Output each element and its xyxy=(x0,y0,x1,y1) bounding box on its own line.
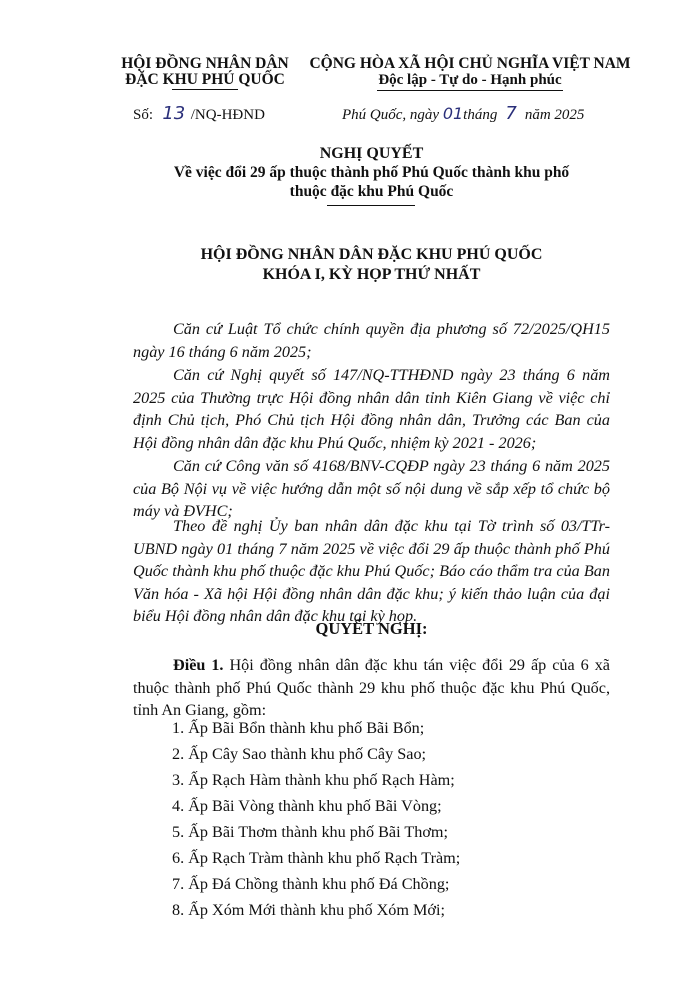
list-item: 7. Ấp Đá Chồng thành khu phố Đá Chồng; xyxy=(172,875,450,893)
list-item: 4. Ấp Bãi Vòng thành khu phố Bãi Vòng; xyxy=(172,797,442,815)
preamble-paragraph-4: Theo đề nghị Ủy ban nhân dân đặc khu tại Tờ trình số 03/TTr-UBND ngày 01 tháng 7 năm 2025 về việc đổi 29 ấp thuộc thành phố Phú Quốc thành khu phố thuộc đặc khu Phú Quốc; Báo cáo thẩm tra của Ban Văn hóa - Xã hội Hội đồng nhân dân đặc khu; ý kiến thảo luận của đại biểu Hội đồng nhân dân đặc khu tại kỳ họp. xyxy=(133,517,610,625)
preamble-paragraph-3: Căn cứ Công văn số 4168/BNV-CQĐP ngày 23 tháng 6 năm 2025 của Bộ Nội vụ về việc hướng dẫn một số nội dung về sắp xếp tổ chức bộ máy và ĐVHC; xyxy=(133,457,610,520)
handwritten-month: 7 xyxy=(505,103,517,124)
title-subject-line-2: thuộc đặc khu Phú Quốc xyxy=(289,183,454,200)
preamble-paragraph-1: Căn cứ Luật Tổ chức chính quyền địa phương số 72/2025/QH15 ngày 16 tháng 6 năm 2025; xyxy=(133,320,610,361)
authority-line-2: KHÓA I, KỲ HỌP THỨ NHẤT xyxy=(262,266,481,283)
handwritten-number: 13 xyxy=(162,103,186,124)
motto-underline xyxy=(377,90,563,91)
list-item: 2. Ấp Cây Sao thành khu phố Cây Sao; xyxy=(172,745,427,763)
issuer-line-1: HỘI ĐỒNG NHÂN DÂN xyxy=(121,55,289,72)
handwritten-day: 01 xyxy=(442,104,464,123)
title-subject-line-1: Về việc đổi 29 ấp thuộc thành phố Phú Quốc thành khu phố xyxy=(173,164,570,181)
title-underline xyxy=(327,205,415,206)
national-motto: Độc lập - Tự do - Hạnh phúc xyxy=(378,72,562,88)
authority-line-1: HỘI ĐỒNG NHÂN DÂN ĐẶC KHU PHÚ QUỐC xyxy=(200,246,543,263)
national-title: CỘNG HÒA XÃ HỘI CHỦ NGHĨA VIỆT NAM xyxy=(309,55,631,72)
document-date: Phú Quốc, ngày 01tháng 7 năm 2025 xyxy=(342,103,585,124)
issuer-underline xyxy=(172,89,238,90)
list-item: 6. Ấp Rạch Tràm thành khu phố Rạch Tràm; xyxy=(172,849,461,867)
article-1-label: Điều 1. xyxy=(173,656,224,674)
preamble-paragraph-2: Căn cứ Nghị quyết số 147/NQ-TTHĐND ngày 23 tháng 6 năm 2025 của Thường trực Hội đồng nhân dân tỉnh Kiên Giang về việc chỉ định Chủ tịch, Phó Chủ tịch Hội đồng nhân dân, Trưởng các Ban của Hội đồng nhân dân đặc khu Phú Quốc, nhiệm kỳ 2021 - 2026; xyxy=(133,366,610,452)
list-item: 5. Ấp Bãi Thơm thành khu phố Bãi Thơm; xyxy=(172,823,448,841)
list-item: 1. Ấp Bãi Bổn thành khu phố Bãi Bổn; xyxy=(172,719,425,737)
list-item: 3. Ấp Rạch Hàm thành khu phố Rạch Hàm; xyxy=(172,771,455,789)
list-item: 8. Ấp Xóm Mới thành khu phố Xóm Mới; xyxy=(172,901,445,919)
document-title: NGHỊ QUYẾT xyxy=(319,145,424,162)
issuer-line-2: ĐẶC KHU PHÚ QUỐC xyxy=(125,71,285,88)
document-number: Số: 13 /NQ-HĐND xyxy=(133,103,265,124)
article-1: Điều 1. Hội đồng nhân dân đặc khu tán việc đổi 29 ấp của 6 xã thuộc thành phố Phú Quốc thành 29 khu phố thuộc đặc khu Phú Quốc, tỉnh An Giang, gồm: xyxy=(133,656,610,719)
decision-heading: QUYẾT NGHỊ: xyxy=(315,619,428,638)
